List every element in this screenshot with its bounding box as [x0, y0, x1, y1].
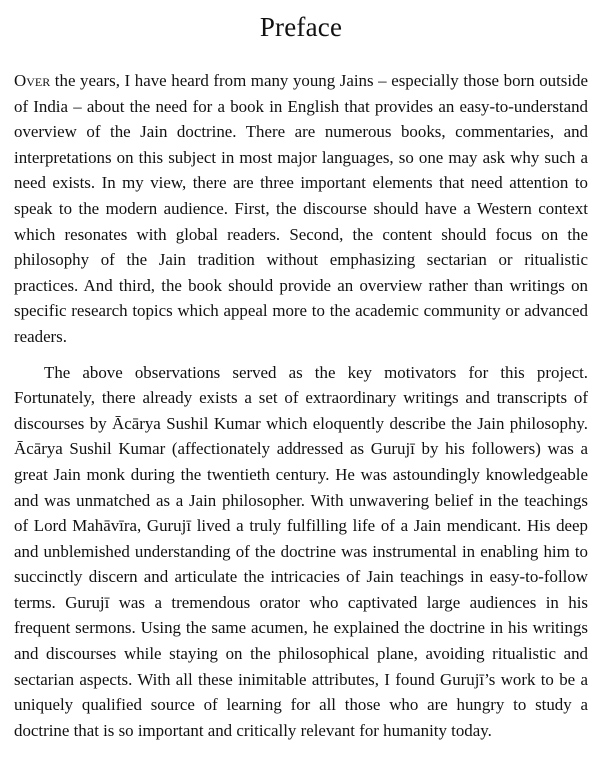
- paragraph-lead-word: Over: [14, 71, 51, 90]
- page-title: Preface: [259, 12, 343, 42]
- preface-paragraph-2: The above observations served as the key motivators for this project. Fortunately, there already exists a set of extraordinary writings and transcripts of discourses by Ācārya Sushil Kumar which eloquently describe the Jain philosophy. Ācārya Sushil Kumar (affectionately addressed as Gurujī by his followers) was a great Jain monk during the twentieth century. He was astoundingly knowledgeable and was unmatched as a Jain philosopher. With unwavering belief in the teachings of Lord Mahāvīra, Gurujī lived a truly fulfilling life of a Jain mendicant. His deep and unblemished understanding of the doctrine was instrumental in enabling him to succinctly discern and articulate the intricacies of Jain teachings in easy-to-follow terms. Gurujī was a tremendous orator who captivated large audiences in his frequent sermons. Using the same acumen, he explained the doctrine in his writings and discourses while staying on the philosophical plane, avoiding ritualistic and sectarian aspects. With all these inimitable attributes, I found Gurujī’s work to be a uniquely qualified source of learning for all those who are hungry to study a doctrine that is so important and critically relevant for humanity today.: [14, 362, 588, 740]
- preface-paragraph-1: [14, 68, 588, 350]
- paragraph-1-text: the years, I have heard from many young Jains – especially those born outside of India – about the need for a book in English that provides an easy-to-understand overview of the Jain doctrine. There are numerous books, commentaries, and interpretations on this subject in most major languages, so one may ask why such a need exists. In my view, there are three important elements that need attention to speak to the modern audience. First, the discourse should have a Western context which resonates with global readers. Second, the content should focus on the philosophy of the Jain tradition without emphasizing sectarian or ritualistic practices. And third, the book should provide an overview rather than writings on specific research topics which appeal more to the academic community or advanced readers.: [14, 71, 588, 346]
